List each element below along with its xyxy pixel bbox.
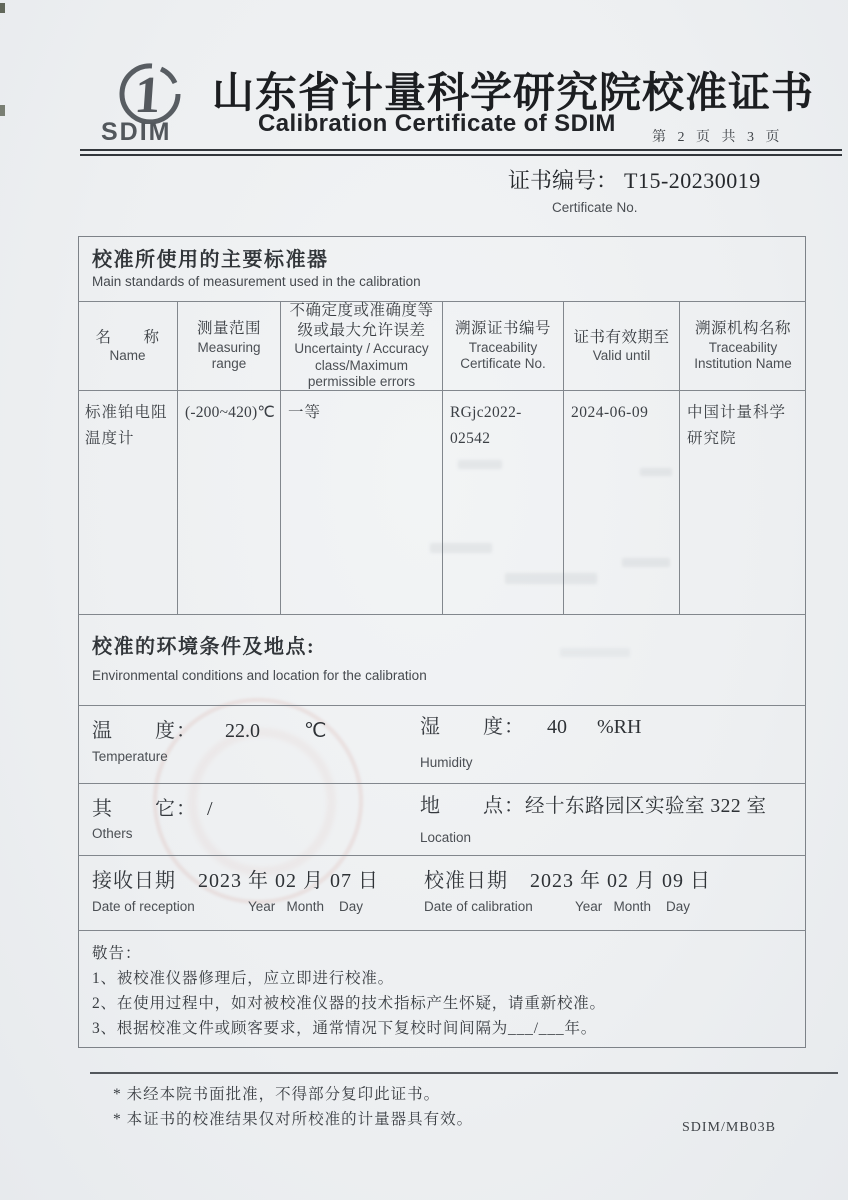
form-code: SDIM/MB03B [682,1120,777,1135]
separator-line [78,855,806,856]
location-field [420,789,767,818]
footer-rule [90,1072,838,1074]
column-header-range [178,302,281,391]
table-cell-institution: 中国计量科学研究院 [687,404,787,448]
notice-title: 敬告： [92,945,142,962]
temperature-unit: ℃ [304,720,327,742]
column-header-name-en: Name [109,347,146,363]
column-header-traceability-no-cn: 溯源证书编号 [454,320,551,338]
column-header-valid-until-cn: 证书有效期至 [573,328,670,346]
notice-item-1: 1、被校准仪器修理后，应立即进行校准。 [92,970,394,987]
others-label-en: Others [92,826,133,841]
table-cell-name: 标准铂电阻温度计 [78,391,178,614]
calibration-date-value: 2023 年 02 月 09 日 [530,870,711,892]
certificate-title-en: Calibration Certificate of SDIM [258,110,616,137]
notice-item-2: 2、在使用过程中，如对被校准仪器的技术指标产生怀疑，请重新校准。 [92,995,606,1012]
environment-section-title-cn: 校准的环境条件及地点: [92,636,316,658]
table-cell-traceability-no: RGjc2022-02542 [443,391,564,614]
temperature-label-en: Temperature [92,749,168,764]
footer-note-1: * 未经本院书面批准，不得部分复印此证书。 [113,1086,441,1103]
scan-bleedthrough-artifact [458,460,502,469]
header-double-rule [80,149,842,156]
location-value: 经十东路园区实验室 322 室 [525,796,767,817]
certificate-number-label-cn: 证书编号： [508,168,619,193]
environment-section-title-en: Environmental conditions and location for the calibration [92,668,427,683]
calibration-date-label-en: Date of calibration [424,899,533,914]
reception-date-value: 2023 年 02 月 07 日 [198,870,379,892]
calibration-date-label-cn: 校准日期 [424,870,508,892]
humidity-label-en: Humidity [420,755,473,770]
page-number-label: 第 2 页 共 3 页 [652,130,784,145]
notice-item-3: 3、根据校准文件或顾客要求，通常情况下复校时间间隔为___/___年。 [92,1020,598,1037]
humidity-unit: %RH [597,716,642,738]
scan-bleedthrough-artifact [505,573,597,584]
table-cell-valid-until: 2024-06-09 [564,391,680,614]
calibration-date-units-en: Year Month Day [575,899,691,914]
column-header-institution [680,302,806,391]
footer-note-2: * 本证书的校准结果仅对所校准的计量器具有效。 [113,1111,474,1128]
standards-section-title-en: Main standards of measurement used in the calibration [92,274,421,289]
scan-bleedthrough-artifact [560,648,630,657]
scan-bleedthrough-artifact [430,543,492,553]
temperature-value: 22.0 [225,720,260,742]
sdim-logo-text: SDIM [101,118,172,146]
separator-line [78,705,806,706]
table-cell-accuracy: 一等 [281,391,443,614]
column-header-valid-until-en: Valid until [592,347,651,363]
scan-edge-artifact [0,105,5,116]
location-label-en: Location [420,830,472,845]
temperature-field [92,714,326,743]
column-header-valid-until [564,302,680,391]
scan-bleedthrough-artifact [622,558,670,567]
column-header-name-cn: 名 称 [95,328,160,346]
reception-date-units-en: Year Month Day [248,899,364,914]
table-cell-range: (-200~420)℃ [178,391,281,614]
others-label-cn: 其 它： [92,798,197,820]
calibration-date-field [424,864,711,893]
certificate-title-cn: 山东省计量科学研究院校准证书 [212,71,815,117]
column-header-institution-cn: 溯源机构名称 [694,320,791,338]
standards-section-title-cn: 校准所使用的主要标准器 [92,249,329,271]
humidity-label-cn: 湿 度： [420,716,525,738]
certificate-number-value: T15-20230019 [624,168,761,193]
column-header-uncertainty-cn: 不确定度或准确度等级或最大允许误差 [289,302,434,339]
certificate-number-label-en: Certificate No. [552,200,638,215]
certificate-number-line [508,164,761,195]
reception-date-label-en: Date of reception [92,899,195,914]
others-value: / [207,798,213,820]
humidity-value: 40 [547,716,567,738]
scan-edge-artifact [0,3,5,13]
column-header-traceability-no-en: Traceability Certificate No. [460,339,546,372]
location-label-cn: 地 点： [420,795,525,817]
reception-date-label-cn: 接收日期 [92,870,176,892]
separator-line [78,930,806,931]
humidity-field [420,710,641,739]
separator-line [78,783,806,784]
column-header-uncertainty-en: Uncertainty / Accuracy class/Maximum permissible errors [294,341,429,390]
column-header-traceability-no [443,302,564,391]
svg-text:1: 1 [132,67,163,124]
others-field [92,792,213,821]
column-header-institution-en: Traceability Institution Name [694,339,792,372]
column-header-range-en: Measuring range [197,339,261,372]
scan-bleedthrough-artifact [640,468,672,476]
reception-date-field [92,864,379,893]
column-header-uncertainty [281,302,443,391]
column-header-name [78,302,178,391]
column-header-range-cn: 测量范围 [196,320,261,338]
standards-table [78,301,806,615]
temperature-label-cn: 温 度： [92,720,197,742]
